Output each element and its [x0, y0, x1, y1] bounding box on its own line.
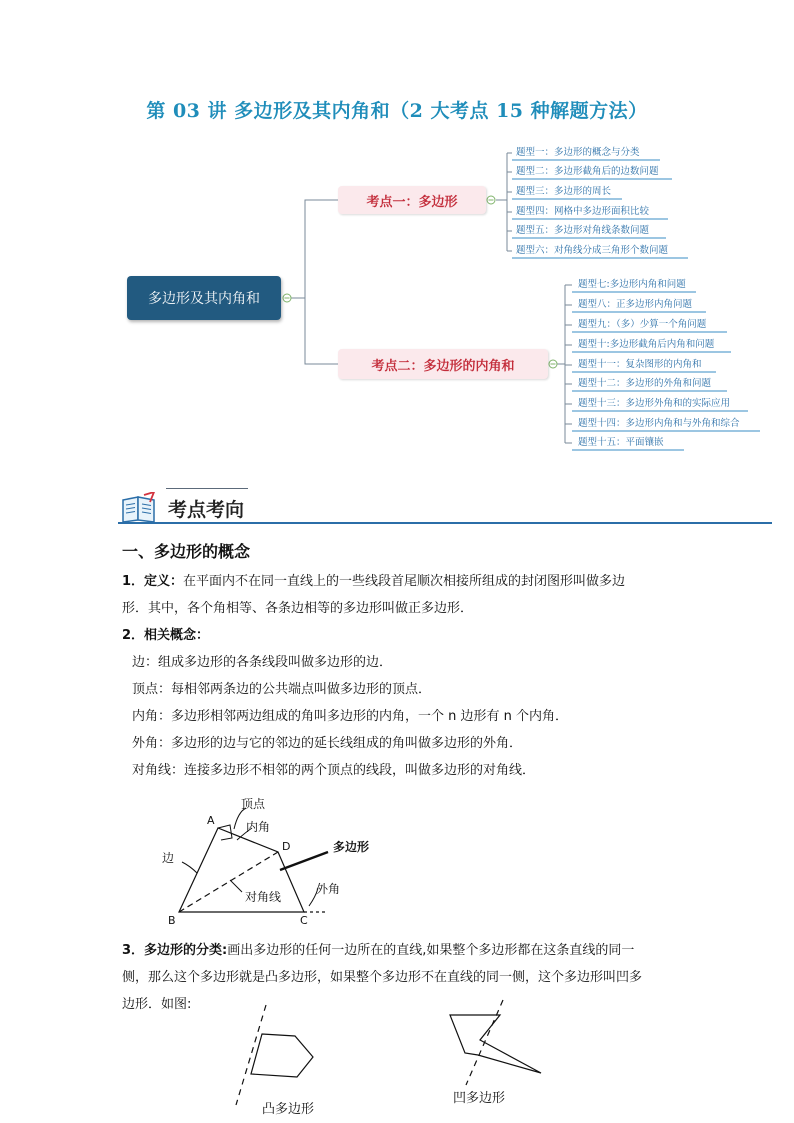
heading-rule: [118, 522, 772, 524]
leaf-item: 题型四：网格中多边形面积比较: [516, 206, 650, 217]
leaf-item: 题型八：正多边形内角问题: [578, 299, 693, 310]
section-heading: 考点考向: [168, 499, 245, 521]
leaf-item: 题型十一：复杂图形的内角和: [578, 359, 702, 370]
branch-label: 考点二：多边形的内角和: [371, 358, 515, 374]
definition-line-2: 形．其中，各个角相等、各条边相等的多边形叫做正多边形．: [122, 601, 474, 616]
classification-label: 3．多边形的分类:: [122, 943, 228, 958]
leaf-item: 题型七:多边形内角和问题: [578, 279, 686, 290]
label-side: 边: [162, 851, 175, 865]
vertex-d: D: [282, 840, 291, 853]
concept-interior-angle: 内角：多边形相邻两边组成的角叫多边形的内角，一个 n 边形有 n 个内角．: [132, 709, 569, 724]
related-concepts-label: 2．相关概念：: [122, 628, 210, 643]
concept-diagonal: 对角线：连接多边形不相邻的两个顶点的线段，叫做多边形的对角线．: [132, 763, 536, 778]
classification-line-2: 侧，那么这个多边形就是凸多边形，如果整个多边形不在直线的同一侧，这个多边形叫凹多: [122, 970, 643, 985]
leaf-item: 题型一：多边形的概念与分类: [516, 147, 640, 158]
leaf-item: 题型五：多边形对角线条数问题: [516, 225, 650, 236]
leaf-item: 题型十:多边形截角后内角和问题: [578, 339, 715, 350]
page-title: 第 03 讲 多边形及其内角和（2 大考点 15 种解题方法）: [146, 100, 648, 122]
concept-vertex: 顶点：每相邻两条边的公共端点叫做多边形的顶点．: [132, 682, 432, 697]
label-exterior-angle: 外角: [316, 882, 341, 896]
classification-line-1: [122, 937, 634, 964]
label-convex-polygon: 凸多边形: [262, 1102, 315, 1117]
leaf-item: 题型十二：多边形的外角和问题: [578, 378, 712, 389]
mindmap-root-node: [127, 276, 281, 320]
subsection-title: 一、多边形的概念: [122, 542, 251, 561]
leaf-item: 题型十四：多边形内角和与外角和综合: [578, 418, 740, 429]
definition-line-1: [122, 568, 625, 595]
label-interior-angle: 内角: [246, 820, 271, 834]
leaf-item: 题型九：（多）少算一个角问题: [578, 319, 707, 330]
leaf-item: 题型十五：平面镶嵌: [578, 437, 664, 448]
label-diagonal: 对角线: [245, 890, 282, 904]
root-label: 多边形及其内角和: [148, 291, 260, 307]
definition-text: 在平面内不在同一直线上的一些线段首尾顺次相接所组成的封闭图形叫做多边: [183, 574, 626, 589]
label-concave-polygon: 凹多边形: [453, 1091, 506, 1106]
classification-text: 画出多边形的任何一边所在的直线,如果整个多边形都在这条直线的同一: [227, 943, 635, 958]
label-polygon: 多边形: [333, 840, 370, 854]
concept-side: 边：组成多边形的各条线段叫做多边形的边．: [132, 655, 393, 670]
concept-exterior-angle: 外角：多边形的边与它的邻边的延长线组成的角叫做多边形的外角．: [132, 736, 523, 751]
book-icon: [120, 492, 160, 524]
branch-node-2: [338, 349, 548, 379]
vertex-b: B: [168, 914, 176, 927]
leaf-item: 题型三：多边形的周长: [516, 186, 612, 197]
leaf-item: 题型十三：多边形外角和的实际应用: [578, 398, 731, 409]
branch-node-1: [338, 186, 486, 214]
branch-label: 考点一：多边形: [366, 194, 458, 210]
leaf-item: 题型二：多边形截角后的边数问题: [516, 166, 659, 177]
definition-label: 1．定义：: [122, 574, 184, 589]
vertex-c: C: [300, 914, 308, 927]
label-vertex: 顶点: [241, 797, 266, 811]
heading-top-rule: [166, 488, 248, 489]
leaf-item: 题型六：对角线分成三角形个数问题: [516, 245, 669, 256]
classification-line-3: 边形．如图:: [122, 997, 192, 1012]
vertex-a: A: [207, 814, 215, 827]
